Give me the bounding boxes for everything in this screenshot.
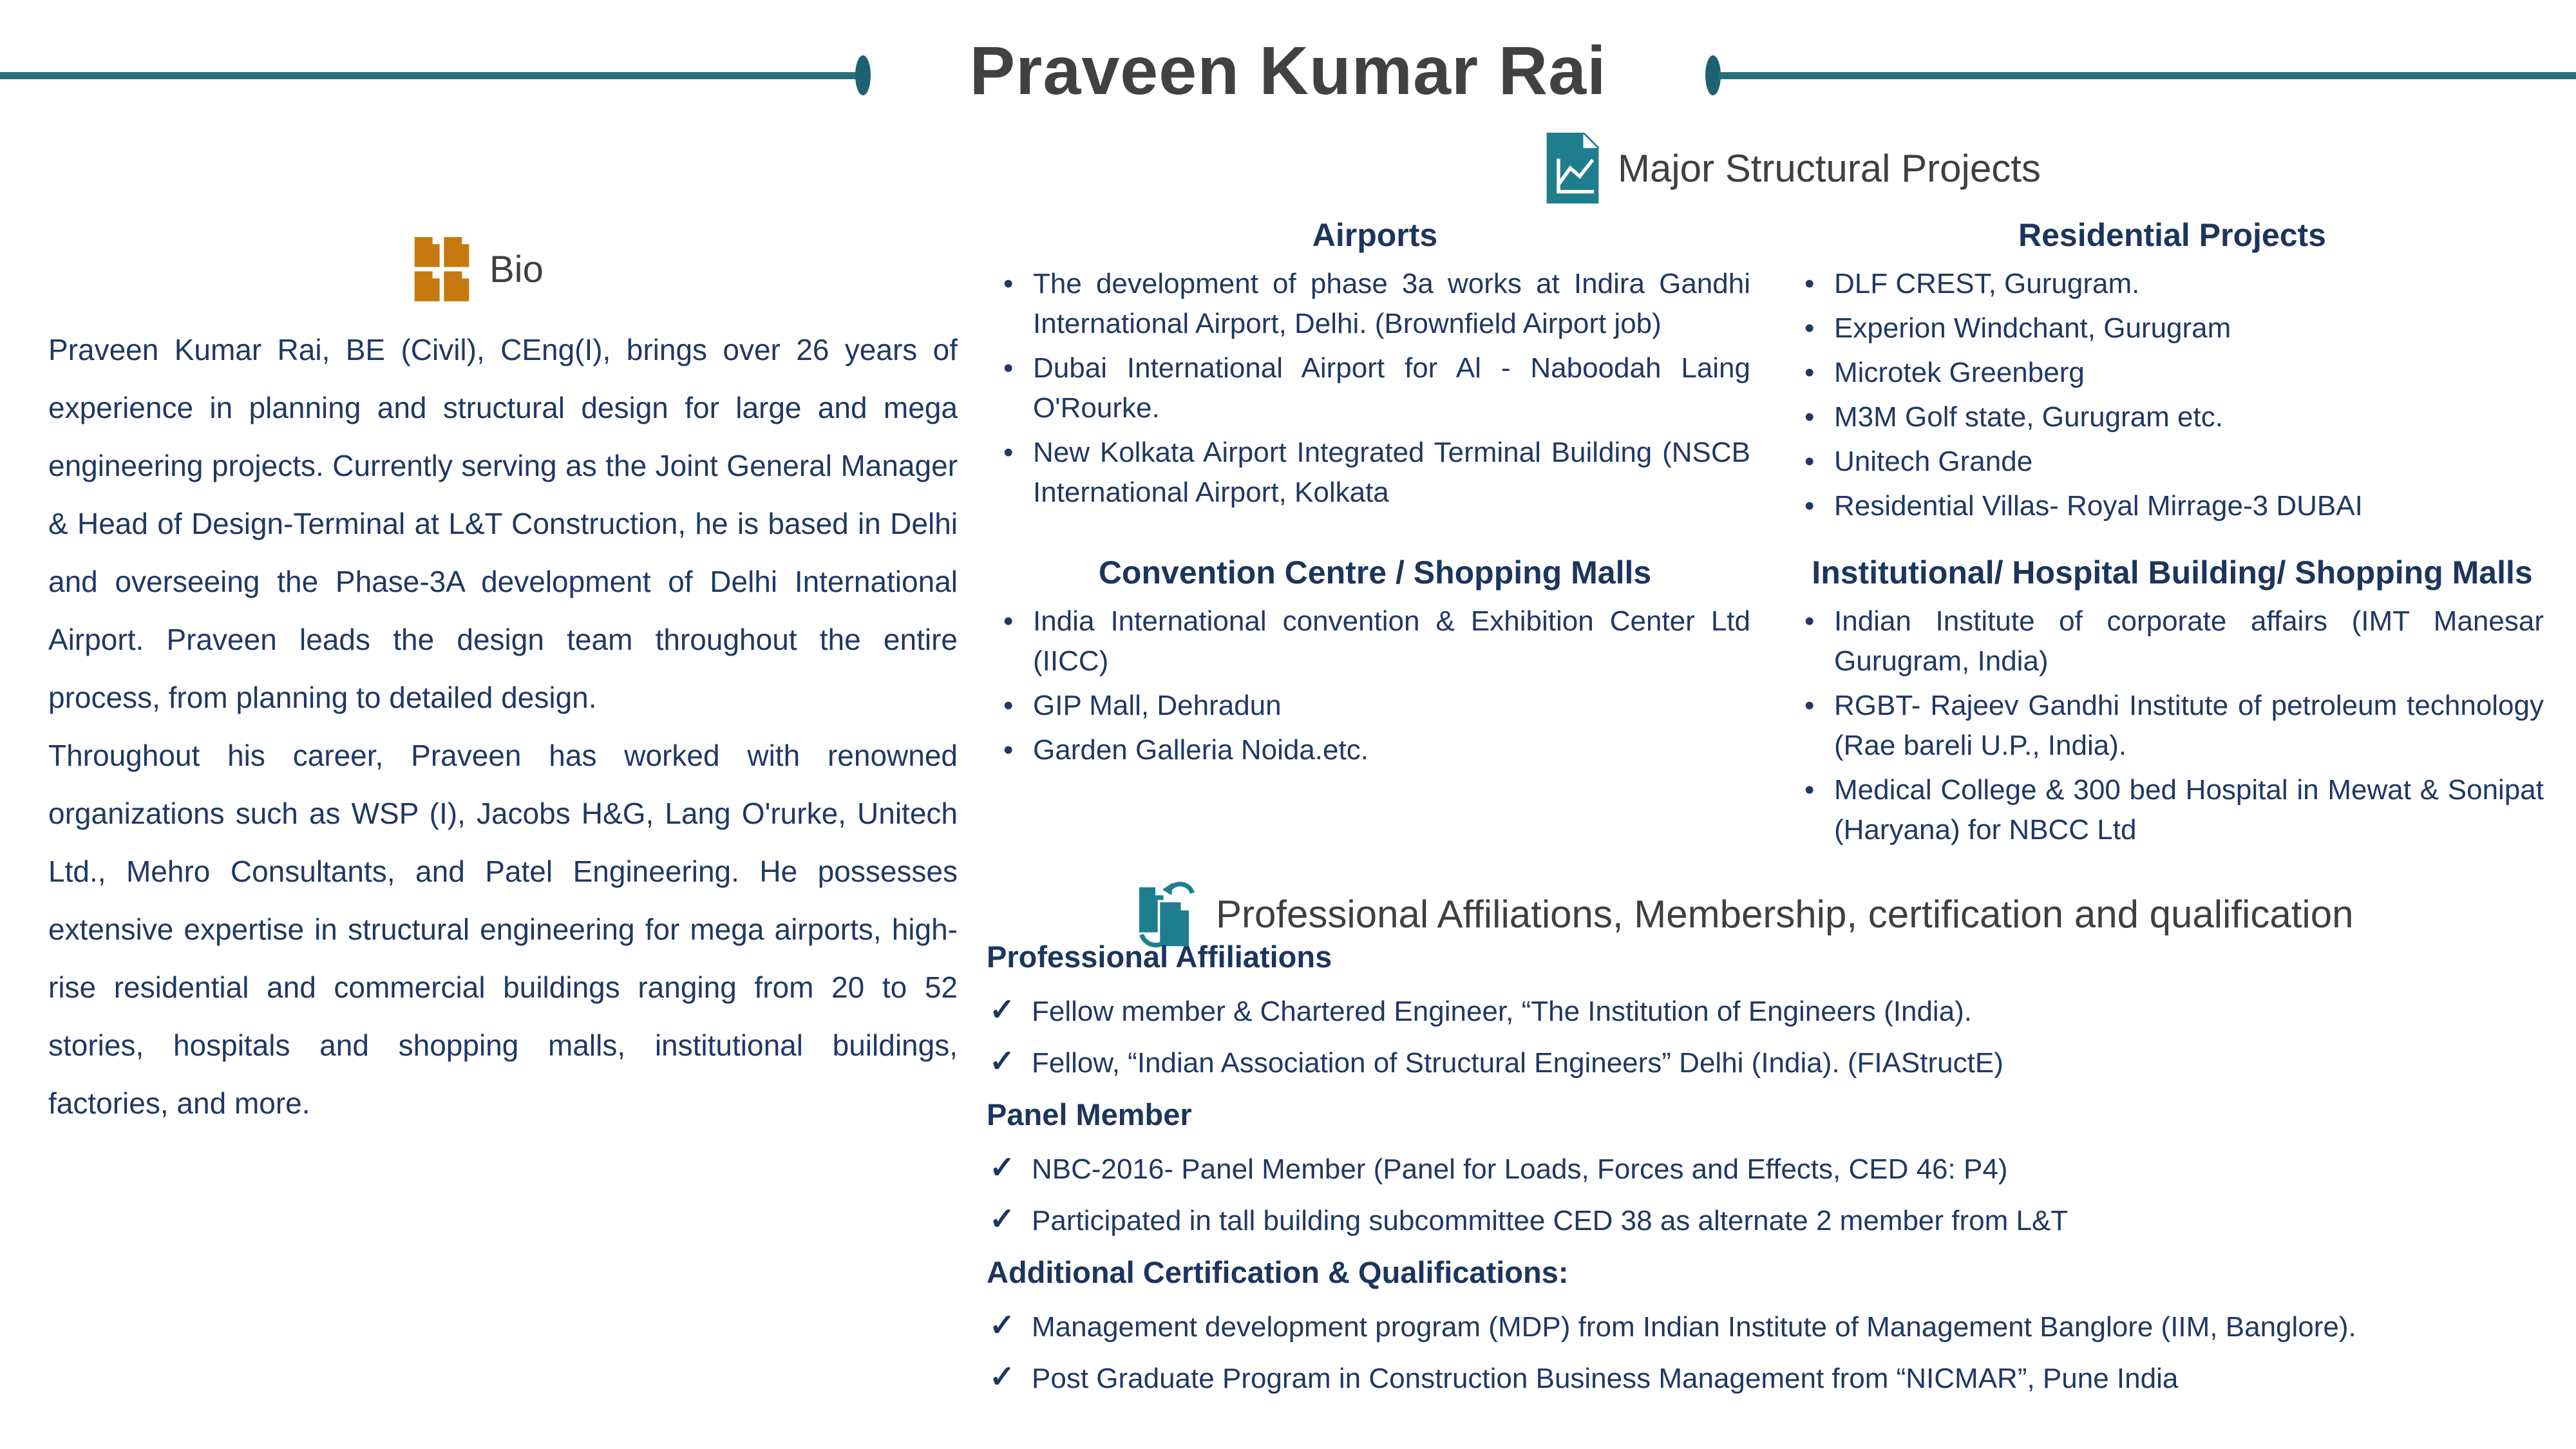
affiliation-item: ✓ Fellow, “Indian Association of Structural Engineers” Delhi (India). (FIAStructE)	[989, 1045, 2003, 1079]
affiliation-item: ✓ Management development program (MDP) from Indian Institute of Management Banglore (IIM, Banglore).	[989, 1309, 2356, 1343]
projects-group-convention	[999, 554, 1750, 775]
bullet-icon: •	[1003, 352, 1014, 384]
project-list	[999, 264, 1750, 513]
affiliation-subheading: Panel Member	[987, 1097, 1192, 1132]
bio-paragraph: Throughout his career, Praveen has worked with renowned organizations such as WSP (I), Jacobs H&G, Lang O'rurke, Unitech Ltd., Mehro Consultants, and Patel Engineering. He possesses extensive expertise in structural engineering for mega airports, high-rise residential and commercial buildings ranging from 20 to 52 stories, hospitals and shopping malls, institutional buildings, factories, and more.	[48, 739, 958, 1120]
project-list	[1801, 264, 2544, 526]
bullet-icon: •	[1804, 774, 1815, 806]
bullet-icon: •	[1804, 605, 1815, 637]
affiliations-body	[987, 939, 2572, 1412]
project-item: • Unitech Grande	[1801, 442, 2544, 482]
affiliations-heading-label: Professional Affiliations, Membership, certification and qualification	[1216, 892, 2354, 936]
project-item: • Experion Windchant, Gurugram	[1801, 308, 2544, 348]
bio-heading	[413, 236, 544, 303]
projects-group-residential	[1801, 216, 2544, 531]
project-item: • GIP Mall, Dehradun	[999, 686, 1750, 726]
bullet-icon: •	[1003, 690, 1014, 721]
affiliation-item: ✓ Fellow member & Chartered Engineer, “The Institution of Engineers (India).	[989, 993, 1973, 1027]
affiliation-item: ✓ Participated in tall building subcommittee CED 38 as alternate 2 member from L&T	[989, 1202, 2069, 1236]
projects-heading-label: Major Structural Projects	[1618, 146, 2041, 190]
project-list	[1801, 601, 2544, 850]
bullet-icon: •	[1804, 357, 1815, 388]
bio-text	[48, 321, 958, 1132]
project-item: • Microtek Greenberg	[1801, 353, 2544, 393]
project-item: • Dubai International Airport for Al - Naboodah Laing O'Rourke.	[999, 348, 1750, 428]
project-item: • M3M Golf state, Gurugram etc.	[1801, 397, 2544, 437]
bullet-icon: •	[1804, 490, 1815, 522]
project-item: • The development of phase 3a works at Indira Gandhi International Airport, Delhi. (Brownfield Airport job)	[999, 264, 1750, 344]
chart-document-icon	[1543, 133, 1602, 204]
project-item: • Indian Institute of corporate affairs (IMT Manesar Gurugram, India)	[1801, 601, 2544, 681]
bullet-icon: •	[1003, 437, 1014, 468]
bullet-icon: •	[1003, 268, 1014, 299]
project-list	[999, 601, 1750, 770]
documents-grid-icon	[413, 236, 470, 303]
title-rule-right	[1718, 72, 2576, 79]
check-icon: ✓	[989, 1309, 1016, 1343]
check-icon: ✓	[989, 1360, 1016, 1394]
projects-group-airports	[999, 216, 1750, 517]
check-icon: ✓	[989, 993, 1016, 1027]
affiliation-item: ✓ NBC-2016- Panel Member (Panel for Loads, Forces and Effects, CED 46: P4)	[989, 1151, 2008, 1185]
project-item: • Garden Galleria Noida.etc.	[999, 730, 1750, 770]
bio-paragraph: Praveen Kumar Rai, BE (Civil), CEng(I), brings over 26 years of experience in planning and structural design for large and mega engineering projects. Currently serving as the Joint General Manager & Head of Design-Terminal at L&T Construction, he is based in Delhi and overseeing the Phase-3A development of Delhi International Airport. Praveen leads the design team throughout the entire process, from planning to detailed design.	[48, 333, 958, 714]
project-item: • RGBT- Rajeev Gandhi Institute of petroleum technology (Rae bareli U.P., India).	[1801, 686, 2544, 766]
bullet-icon: •	[1804, 690, 1815, 721]
check-icon: ✓	[989, 1045, 1016, 1079]
project-item: • India International convention & Exhibition Center Ltd (IICC)	[999, 601, 1750, 681]
group-heading: Airports	[1312, 217, 1438, 253]
group-heading: Institutional/ Hospital Building/ Shopping Malls	[1812, 554, 2533, 591]
bio-heading-label: Bio	[489, 248, 544, 290]
projects-group-institutional	[1801, 554, 2544, 855]
bullet-icon: •	[1804, 401, 1815, 433]
affiliation-subheading: Professional Affiliations	[987, 940, 1332, 974]
project-item: • Medical College & 300 bed Hospital in Mewat & Sonipat (Haryana) for NBCC Ltd	[1801, 770, 2544, 850]
affiliation-item: ✓ Post Graduate Program in Construction Business Management from “NICMAR”, Pune India	[989, 1360, 2179, 1394]
group-heading: Convention Centre / Shopping Malls	[1098, 554, 1652, 591]
project-item: • DLF CREST, Gurugram.	[1801, 264, 2544, 304]
project-item: • New Kolkata Airport Integrated Terminal Building (NSCB International Airport, Kolkata	[999, 433, 1750, 513]
group-heading: Residential Projects	[2018, 217, 2326, 253]
project-item: • Residential Villas- Royal Mirrage-3 DUBAI	[1801, 486, 2544, 526]
affiliation-subheading: Additional Certification & Qualifications:	[987, 1255, 1569, 1289]
bullet-icon: •	[1804, 268, 1815, 299]
check-icon: ✓	[989, 1151, 1016, 1185]
projects-heading	[1543, 133, 2041, 204]
bullet-icon: •	[1804, 446, 1815, 477]
page-title: Praveen Kumar Rai	[969, 33, 1607, 109]
check-icon: ✓	[989, 1202, 1016, 1236]
bullet-icon: •	[1804, 312, 1815, 344]
bullet-icon: •	[1003, 734, 1014, 766]
bullet-icon: •	[1003, 605, 1014, 637]
